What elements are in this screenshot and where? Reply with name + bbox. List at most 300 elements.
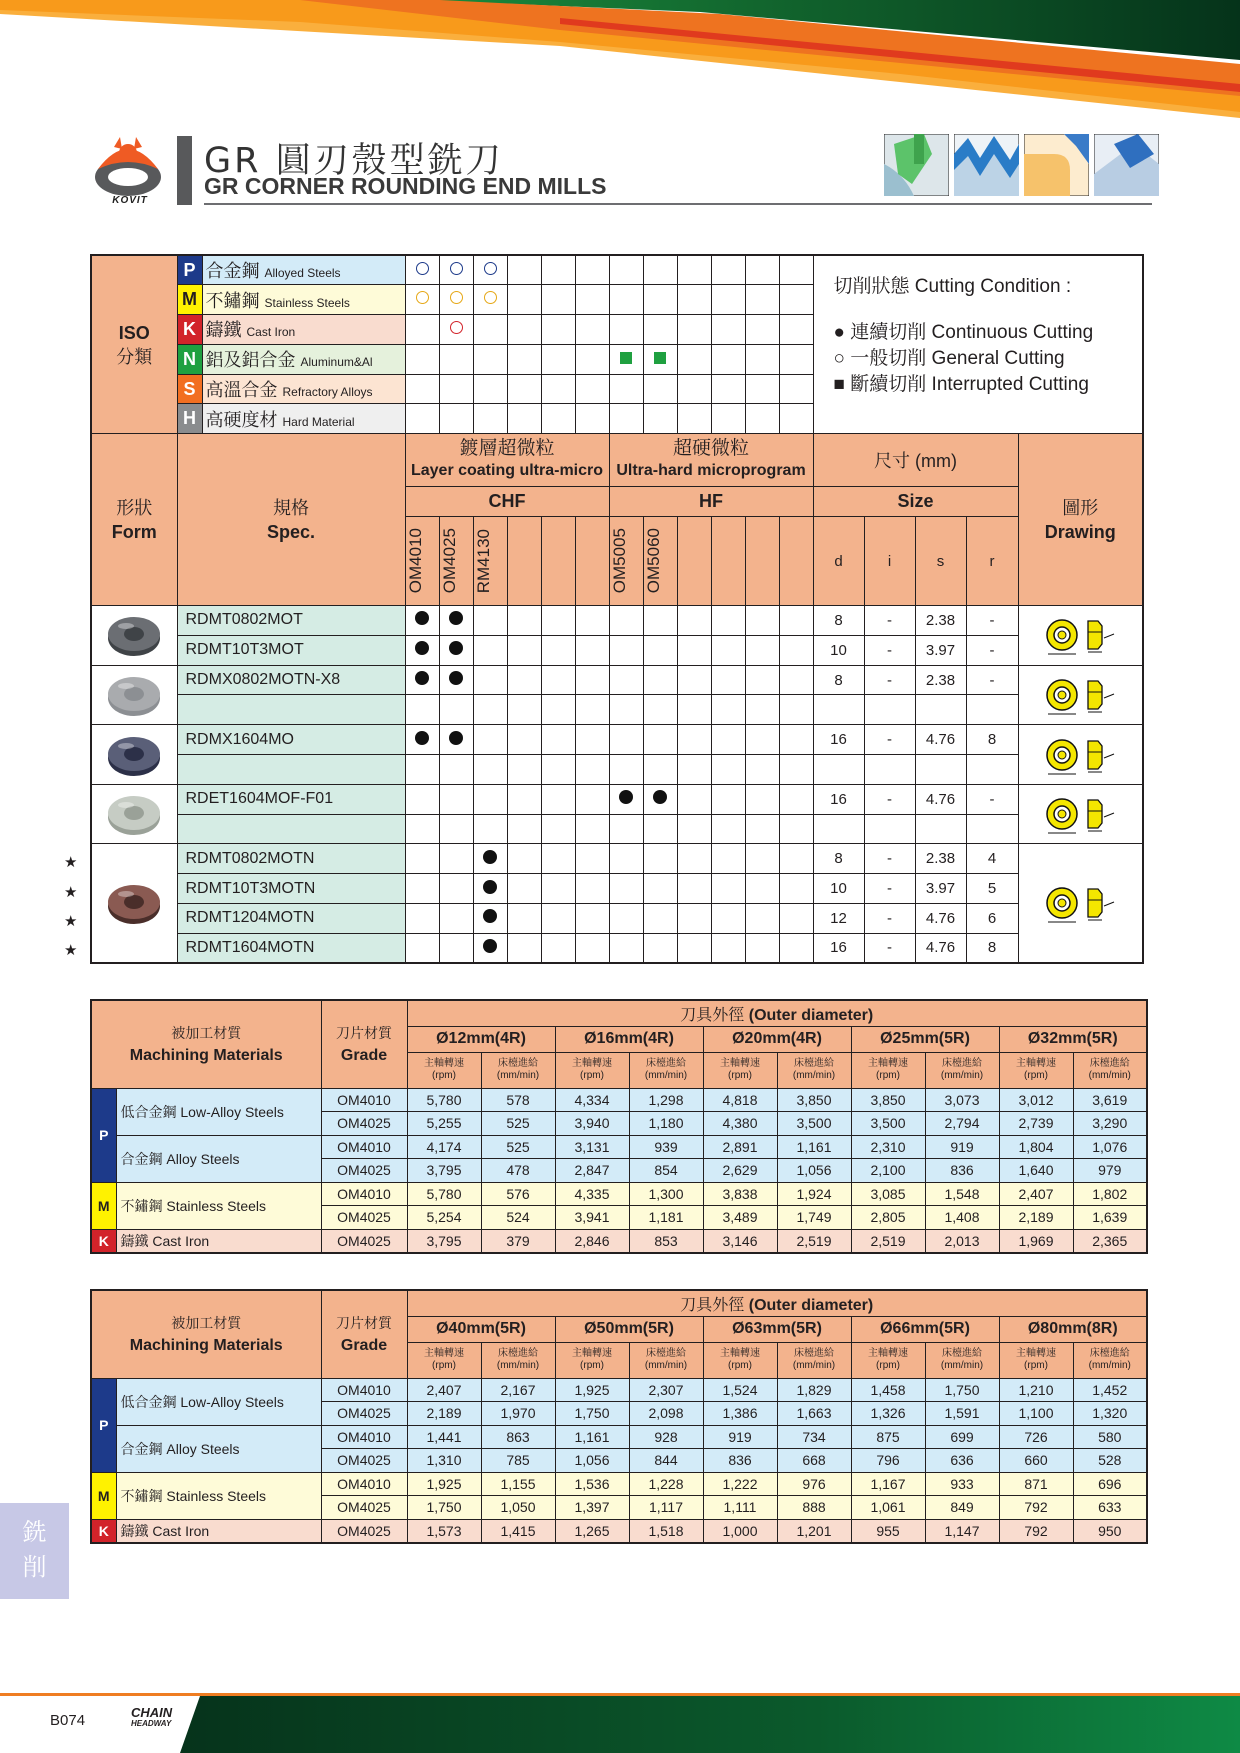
iso-grade-cell [745, 255, 779, 285]
rpm-value: 2,407 [999, 1182, 1073, 1206]
wave-blue-icon [954, 134, 1019, 196]
feed-value: 836 [925, 1159, 999, 1183]
continuous-cutting-icon [415, 611, 429, 625]
insert-grade-cell [779, 665, 813, 695]
insert-photo-icon [104, 670, 164, 720]
iso-grade-cell [575, 404, 609, 434]
insert-grade-cell [507, 933, 541, 963]
insert-grade-cell [473, 695, 507, 725]
rpm-value: 792 [999, 1496, 1073, 1520]
iso-grade-cell [575, 344, 609, 374]
rpm-subheader [999, 1052, 1073, 1088]
chf-group-en: Layer coating ultra-micro [410, 462, 604, 480]
insert-size-i [864, 814, 915, 844]
insert-grade-cell [439, 904, 473, 934]
rpm-label-en: (rpm) [728, 1070, 752, 1081]
iso-grade-cell [609, 404, 643, 434]
general-cutting-icon [484, 262, 497, 275]
rpm-value: 796 [851, 1449, 925, 1473]
iso-grade-cell [643, 404, 677, 434]
iso-grade-cell [507, 285, 541, 315]
rpm-value: 1,386 [703, 1402, 777, 1426]
grade-name-cell [575, 517, 609, 606]
rpm-value: 2,846 [555, 1229, 629, 1253]
insert-size-s [915, 695, 966, 725]
size-col-s: s [915, 517, 966, 606]
insert-grade-cell [507, 606, 541, 636]
rpm-value: 3,850 [851, 1088, 925, 1112]
feed-value: 919 [925, 1135, 999, 1159]
insert-row [91, 755, 1143, 785]
iso-grade-cell [779, 404, 813, 434]
insert-grade-cell [507, 695, 541, 725]
diameter-header: Ø16mm(4R) [555, 1026, 703, 1052]
cutting-data-row [91, 1425, 1147, 1449]
footer-band [0, 1696, 1240, 1753]
insert-size-s: 4.76 [915, 904, 966, 934]
outer-diameter-en: (Outer diameter) [748, 1006, 874, 1024]
insert-grade-cell [779, 695, 813, 725]
insert-grade-cell [779, 844, 813, 874]
hf-group-en: Ultra-hard microprogram [616, 462, 806, 480]
grade-name-cell [711, 517, 745, 606]
insert-grade-cell [711, 784, 745, 814]
rpm-value: 1,061 [851, 1496, 925, 1520]
insert-grade-cell [405, 725, 439, 755]
insert-grade-cell [507, 844, 541, 874]
cutting-data-row [91, 1229, 1147, 1253]
feed-value: 1,548 [925, 1182, 999, 1206]
insert-grade-cell [609, 874, 643, 904]
rpm-value: 3,489 [703, 1206, 777, 1230]
feed-value: 1,415 [481, 1519, 555, 1543]
cutting-data-row [91, 1519, 1147, 1543]
iso-grade-cell [677, 344, 711, 374]
feed-value: 854 [629, 1159, 703, 1183]
rpm-value: 2,407 [407, 1378, 481, 1402]
insert-spec: RDET1604MOF-F01 [177, 784, 405, 814]
feed-value: 2,013 [925, 1229, 999, 1253]
insert-grade-cell [405, 814, 439, 844]
insert-drawing-cell [1018, 606, 1143, 666]
insert-grade-cell [643, 606, 677, 636]
iso-grade-cell [609, 285, 643, 315]
general-cutting-icon [450, 262, 463, 275]
insert-size-r [966, 814, 1018, 844]
insert-grade-cell [541, 874, 575, 904]
insert-row [91, 784, 1143, 814]
iso-material-en: Hard Material [282, 414, 355, 429]
rpm-value: 3,085 [851, 1182, 925, 1206]
insert-grade-cell [473, 814, 507, 844]
grade-name-cell [439, 517, 473, 606]
feed-value: 979 [1073, 1159, 1147, 1183]
iso-grade-cell [439, 285, 473, 315]
interrupted-cutting-icon [654, 352, 666, 364]
rpm-value: 2,739 [999, 1112, 1073, 1136]
face-blue-icon [1094, 134, 1159, 196]
rpm-value: 2,847 [555, 1159, 629, 1183]
rpm-value: 1,222 [703, 1472, 777, 1496]
diameter-header: Ø50mm(5R) [555, 1316, 703, 1342]
cut-header-row-1 [91, 1290, 1147, 1316]
insert-grade-cell [405, 606, 439, 636]
rpm-value: 2,805 [851, 1206, 925, 1230]
chain-headway-logo [107, 1707, 172, 1729]
insert-grade-cell [643, 874, 677, 904]
rpm-value: 955 [851, 1519, 925, 1543]
iso-grade-cell [643, 374, 677, 404]
rpm-label-zh: 主軸轉速 [720, 1348, 760, 1359]
drawing-header-zh: 圖形 [1062, 497, 1099, 518]
iso-letter-p: P [91, 1378, 116, 1472]
iso-grade-cell [439, 374, 473, 404]
size-header-zh: 尺寸 (mm) [813, 434, 1018, 487]
rpm-value: 1,969 [999, 1229, 1073, 1253]
feed-value: 2,307 [629, 1378, 703, 1402]
iso-grade-cell [541, 285, 575, 315]
insert-size-d: 16 [813, 784, 864, 814]
insert-grade-cell [575, 784, 609, 814]
iso-grade-cell [439, 315, 473, 345]
rpm-value: 875 [851, 1425, 925, 1449]
drawing-header-en: Drawing [1044, 521, 1116, 542]
insert-size-d: 12 [813, 904, 864, 934]
feed-value: 2,167 [481, 1378, 555, 1402]
feed-label-en: (mm/min) [496, 1070, 540, 1081]
section-side-tab[interactable] [0, 1503, 69, 1599]
grade-name-cell [677, 517, 711, 606]
insert-grade-cell [473, 933, 507, 963]
size-col-d: d [813, 517, 864, 606]
rpm-value: 871 [999, 1472, 1073, 1496]
iso-grade-cell [643, 285, 677, 315]
machining-materials-header [91, 1000, 321, 1088]
feed-value: 525 [481, 1135, 555, 1159]
rpm-subheader [407, 1342, 481, 1378]
insert-spec: RDMX1604MO [177, 725, 405, 755]
insert-row [91, 814, 1143, 844]
insert-grade-cell [439, 725, 473, 755]
insert-grade-cell [439, 933, 473, 963]
feed-value: 785 [481, 1449, 555, 1473]
insert-grade-cell [609, 606, 643, 636]
insert-size-s: 4.76 [915, 725, 966, 755]
insert-grade-cell [541, 606, 575, 636]
feed-value: 1,663 [777, 1402, 851, 1426]
insert-size-d: 10 [813, 874, 864, 904]
iso-grade-cell [473, 374, 507, 404]
insert-grade-cell [711, 844, 745, 874]
rpm-value: 2,100 [851, 1159, 925, 1183]
insert-grade-cell [745, 635, 779, 665]
feed-subheader [925, 1052, 999, 1088]
insert-grade-cell [541, 814, 575, 844]
insert-grade-cell [711, 725, 745, 755]
feed-label-en: (mm/min) [792, 1360, 836, 1371]
insert-grade-cell [473, 725, 507, 755]
iso-label-en: ISO [118, 322, 150, 343]
rpm-value: 5,254 [407, 1206, 481, 1230]
iso-grade-cell [643, 344, 677, 374]
insert-size-d: 8 [813, 606, 864, 636]
insert-grade-cell [405, 933, 439, 963]
feed-label-en: (mm/min) [644, 1070, 688, 1081]
insert-size-i [864, 755, 915, 785]
grade-header-en: Grade [340, 1336, 388, 1354]
iso-grade-cell [507, 404, 541, 434]
insert-grade-cell [473, 755, 507, 785]
iso-letter-k: K [177, 315, 202, 345]
general-cutting-icon [416, 262, 429, 275]
insert-photo-icon [104, 789, 164, 839]
rpm-label-zh: 主軸轉速 [572, 1348, 612, 1359]
insert-grade-cell [711, 665, 745, 695]
cutting-data-row [91, 1182, 1147, 1206]
insert-grade-cell [779, 725, 813, 755]
feed-label-zh: 床檯進給 [498, 1058, 538, 1069]
feed-subheader [629, 1052, 703, 1088]
insert-grade-cell [643, 784, 677, 814]
feed-value: 1,802 [1073, 1182, 1147, 1206]
feed-subheader [629, 1342, 703, 1378]
insert-size-i: - [864, 904, 915, 934]
grade-cell: OM4025 [321, 1112, 407, 1136]
interrupted-cutting-icon [620, 352, 632, 364]
insert-size-d [813, 755, 864, 785]
insert-mill-green-icon [884, 134, 949, 196]
material-label: 不鏽鋼 Stainless Steels [116, 1472, 321, 1519]
diameter-header: Ø12mm(4R) [407, 1026, 555, 1052]
rpm-value: 1,161 [555, 1425, 629, 1449]
insert-grade-cell [677, 755, 711, 785]
iso-grade-cell [677, 255, 711, 285]
feed-label-zh: 床檯進給 [1089, 1058, 1130, 1069]
feed-value: 525 [481, 1112, 555, 1136]
insert-grade-cell [609, 814, 643, 844]
insert-grade-cell [711, 904, 745, 934]
feed-value: 1,320 [1073, 1402, 1147, 1426]
grade-name-cell [473, 517, 507, 606]
iso-grade-cell [711, 285, 745, 315]
feed-label-zh: 床檯進給 [498, 1348, 538, 1359]
rpm-value: 1,310 [407, 1449, 481, 1473]
feed-value: 1,829 [777, 1378, 851, 1402]
mm-header-zh: 被加工材質 [171, 1024, 242, 1041]
insert-drawing-cell [1018, 725, 1143, 785]
feed-subheader [481, 1052, 555, 1088]
iso-material-label [202, 315, 405, 345]
insert-grade-cell [473, 844, 507, 874]
feed-value: 1,300 [629, 1182, 703, 1206]
rpm-subheader [555, 1052, 629, 1088]
iso-material-en: Cast Iron [246, 325, 296, 340]
insert-grade-cell [541, 844, 575, 874]
feed-label-zh: 床檯進給 [942, 1058, 982, 1069]
rpm-value: 1,458 [851, 1378, 925, 1402]
insert-drawing-cell [1018, 665, 1143, 725]
continuous-cutting-icon [653, 790, 667, 804]
grade-cell: OM4010 [321, 1425, 407, 1449]
insert-grade-cell [575, 874, 609, 904]
cutting-data-row [91, 1378, 1147, 1402]
insert-grade-cell [473, 635, 507, 665]
grade-cell: OM4025 [321, 1496, 407, 1520]
continuous-cutting-icon [449, 611, 463, 625]
rpm-value: 1,640 [999, 1159, 1073, 1183]
insert-grade-cell [405, 695, 439, 725]
diameter-header: Ø63mm(5R) [703, 1316, 851, 1342]
rpm-value: 4,380 [703, 1112, 777, 1136]
insert-grade-cell [541, 695, 575, 725]
iso-letter-m: M [91, 1182, 116, 1229]
iso-grade-cell [507, 344, 541, 374]
application-thumbnails [884, 134, 1159, 196]
rpm-value: 5,780 [407, 1088, 481, 1112]
feed-value: 853 [629, 1229, 703, 1253]
insert-size-i: - [864, 874, 915, 904]
feed-value: 863 [481, 1425, 555, 1449]
rpm-label-en: (rpm) [876, 1070, 900, 1081]
feed-value: 580 [1073, 1425, 1147, 1449]
insert-size-r: - [966, 665, 1018, 695]
insert-form-cell [91, 725, 177, 785]
insert-form-cell [91, 784, 177, 844]
continuous-cutting-icon [483, 850, 497, 864]
feed-value: 1,228 [629, 1472, 703, 1496]
iso-grade-cell [405, 285, 439, 315]
outer-diameter-en: (Outer diameter) [748, 1296, 874, 1314]
rpm-subheader [851, 1052, 925, 1088]
rpm-value: 4,174 [407, 1135, 481, 1159]
insert-size-s: 4.76 [915, 933, 966, 963]
rpm-value: 2,629 [703, 1159, 777, 1183]
iso-letter-p: P [177, 255, 202, 285]
feed-value: 1,408 [925, 1206, 999, 1230]
cutting-data-row [91, 1135, 1147, 1159]
iso-grade-cell [779, 255, 813, 285]
rpm-value: 3,940 [555, 1112, 629, 1136]
insert-grade-cell [745, 874, 779, 904]
feed-value: 976 [777, 1472, 851, 1496]
form-header-zh: 形狀 [116, 497, 153, 518]
rpm-label-zh: 主軸轉速 [868, 1348, 908, 1359]
new-item-star-icon: ★ [64, 854, 78, 871]
insert-size-i: - [864, 635, 915, 665]
feed-value: 3,073 [925, 1088, 999, 1112]
feed-value: 1,180 [629, 1112, 703, 1136]
insert-grade-cell [405, 904, 439, 934]
insert-grade-cell [677, 606, 711, 636]
rpm-value: 1,925 [555, 1378, 629, 1402]
iso-grade-cell [677, 404, 711, 434]
iso-material-en: Refractory Alloys [282, 385, 373, 400]
iso-grade-cell [609, 374, 643, 404]
insert-form-cell [91, 665, 177, 725]
iso-grade-cell [473, 344, 507, 374]
insert-grade-cell [643, 814, 677, 844]
insert-spec: RDMX0802MOTN-X8 [177, 665, 405, 695]
rpm-value: 1,925 [407, 1472, 481, 1496]
insert-grade-cell [643, 725, 677, 755]
corner-orange-icon [1024, 134, 1089, 196]
continuous-cutting-icon [449, 641, 463, 655]
rpm-value: 1,397 [555, 1496, 629, 1520]
feed-value: 1,056 [777, 1159, 851, 1183]
insert-grade-cell [575, 665, 609, 695]
rpm-value: 2,519 [851, 1229, 925, 1253]
machining-materials-header [91, 1290, 321, 1378]
grade-cell: OM4010 [321, 1472, 407, 1496]
feed-value: 478 [481, 1159, 555, 1183]
rpm-value: 1,167 [851, 1472, 925, 1496]
cutting-data-table-1 [90, 999, 1148, 1254]
rpm-value: 2,891 [703, 1135, 777, 1159]
rpm-label-en: (rpm) [876, 1360, 900, 1371]
feed-label-en: (mm/min) [496, 1360, 540, 1371]
cutting-condition-item: ● 連續切削 Continuous Cutting [833, 322, 1094, 343]
feed-label-zh: 床檯進給 [794, 1058, 834, 1069]
diameter-header: Ø40mm(5R) [407, 1316, 555, 1342]
insert-grade-cell [439, 814, 473, 844]
diameter-header: Ø25mm(5R) [851, 1026, 999, 1052]
rpm-value: 1,524 [703, 1378, 777, 1402]
insert-size-s: 4.76 [915, 784, 966, 814]
insert-grade-cell [677, 695, 711, 725]
side-tab-char-1: 銑 [22, 1518, 47, 1546]
feed-value: 1,749 [777, 1206, 851, 1230]
insert-size-d [813, 695, 864, 725]
chf-code: CHF [405, 487, 609, 517]
rpm-value: 2,310 [851, 1135, 925, 1159]
iso-grade-cell [473, 255, 507, 285]
insert-grade-cell [779, 784, 813, 814]
rpm-value: 3,131 [555, 1135, 629, 1159]
rpm-subheader [703, 1342, 777, 1378]
iso-grade-cell [745, 344, 779, 374]
insert-grade-cell [745, 844, 779, 874]
grade-name-cell [609, 517, 643, 606]
new-item-star-icon: ★ [64, 913, 78, 930]
insert-drawing-cell [1018, 844, 1143, 963]
material-label: 鑄鐵 Cast Iron [116, 1229, 321, 1253]
rpm-subheader [555, 1342, 629, 1378]
insert-row [91, 933, 1143, 963]
grade-name-cell [507, 517, 541, 606]
iso-material-label [202, 404, 405, 434]
hf-group-header [609, 434, 813, 487]
continuous-cutting-icon [619, 790, 633, 804]
grade-name-cell [405, 517, 439, 606]
insert-grade-cell [711, 814, 745, 844]
insert-grade-cell [779, 874, 813, 904]
iso-grade-cell [575, 285, 609, 315]
insert-grade-cell [677, 904, 711, 934]
insert-grade-cell [507, 904, 541, 934]
insert-size-r: 4 [966, 844, 1018, 874]
grade-cell: OM4025 [321, 1159, 407, 1183]
insert-grade-cell [507, 725, 541, 755]
feed-value: 3,619 [1073, 1088, 1147, 1112]
feed-value: 1,639 [1073, 1206, 1147, 1230]
iso-grade-cell [779, 315, 813, 345]
rpm-value: 2,189 [999, 1206, 1073, 1230]
insert-size-r [966, 695, 1018, 725]
rpm-value: 1,750 [407, 1496, 481, 1520]
insert-drawing-icon [1040, 612, 1120, 658]
diameter-header: Ø66mm(5R) [851, 1316, 999, 1342]
mm-header-zh: 被加工材質 [171, 1314, 242, 1331]
